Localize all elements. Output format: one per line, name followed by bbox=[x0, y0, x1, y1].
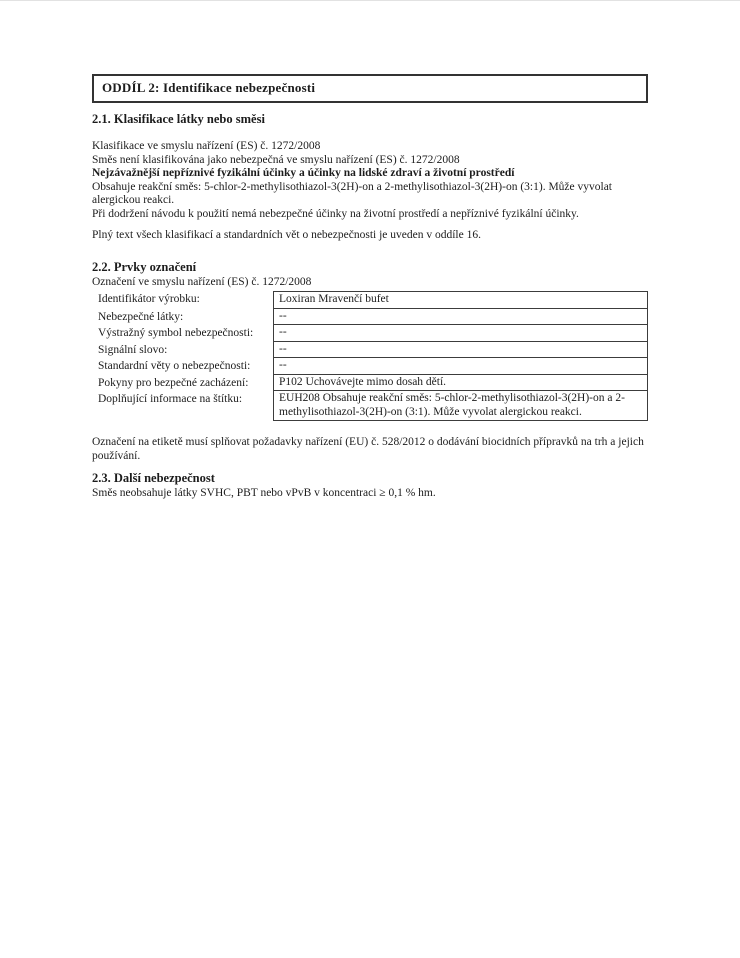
not-classified-line: Směs není klasifikována jako nebezpečná ve smyslu nařízení (ES) č. 1272/2008 bbox=[92, 153, 460, 166]
heading-2-3: 2.3. Další nebezpečnost bbox=[92, 471, 215, 485]
contains-mixture-paragraph: Obsahuje reakční směs: 5-chlor-2-methylisothiazol-3(2H)-on a 2-methylisothiazol-3(2H)-on (3:1). Může vyvolat alergickou reakci. bbox=[92, 180, 612, 206]
heading-2-2: 2.2. Prvky označení bbox=[92, 259, 197, 274]
section-2-title: ODDÍL 2: Identifikace nebezpečnosti bbox=[102, 80, 316, 95]
row-value: -- bbox=[273, 324, 648, 342]
document-content bbox=[92, 74, 648, 501]
table-row bbox=[92, 375, 648, 392]
spacer bbox=[92, 127, 648, 140]
row-value: -- bbox=[273, 341, 648, 359]
classification-regulation-line: Klasifikace ve smyslu nařízení (ES) č. 1272/2008 bbox=[92, 140, 321, 152]
row-label: Pokyny pro bezpečné zacházení: bbox=[98, 376, 249, 389]
row-value: -- bbox=[273, 308, 648, 326]
svhc-paragraph: Směs neobsahuje látky SVHC, PBT nebo vPvB v koncentraci ≥ 0,1 % hm. bbox=[92, 487, 436, 499]
row-label: Standardní věty o nebezpečnosti: bbox=[98, 360, 251, 372]
row-label: Identifikátor výrobku: bbox=[98, 293, 200, 305]
table-row bbox=[92, 325, 648, 342]
row-label: Doplňující informace na štítku: bbox=[98, 393, 243, 405]
table-row bbox=[92, 358, 648, 375]
row-value: P102 Uchovávejte mimo dosah dětí. bbox=[273, 374, 648, 392]
table-row bbox=[92, 342, 648, 359]
heading-2-1: 2.1. Klasifikace látky nebo směsi bbox=[92, 112, 265, 126]
row-value: -- bbox=[273, 357, 648, 375]
table-row bbox=[92, 309, 648, 326]
adverse-effects-heading: Nejzávažnější nepříznivé fyzikální účinky a účinky na lidské zdraví a životní prostředí bbox=[92, 167, 515, 179]
use-instructions-paragraph: Při dodržení návodu k použití nemá nebezpečné účinky na životní prostředí a nepříznivé fyzikální účinky. bbox=[92, 207, 579, 220]
full-text-reference-paragraph: Plný text všech klasifikací a standardních vět o nebezpečnosti je uveden v oddíle 16. bbox=[92, 229, 481, 241]
labelling-regulation-line: Označení ve smyslu nařízení (ES) č. 1272/2008 bbox=[92, 275, 312, 288]
section-2-header-box bbox=[92, 74, 648, 103]
row-value: EUH208 Obsahuje reakční směs: 5-chlor-2-methylisothiazol-3(2H)-on a 2-methylisothiazol-3(2H)-on (3:1). Může vyvolat alergickou reakci. bbox=[273, 390, 648, 421]
label-elements-table bbox=[92, 291, 648, 421]
biocidal-regulation-note: Označení na etiketě musí splňovat požadavky nařízení (EU) č. 528/2012 o dodávání biocidních přípravků na trh a jejich používání. bbox=[92, 436, 644, 462]
row-label: Signální slovo: bbox=[98, 343, 168, 356]
table-row bbox=[92, 391, 648, 421]
row-value: Loxiran Mravenčí bufet bbox=[273, 291, 648, 309]
row-label: Výstražný symbol nebezpečnosti: bbox=[98, 327, 254, 339]
row-label: Nebezpečné látky: bbox=[98, 310, 184, 323]
table-row bbox=[92, 291, 648, 309]
